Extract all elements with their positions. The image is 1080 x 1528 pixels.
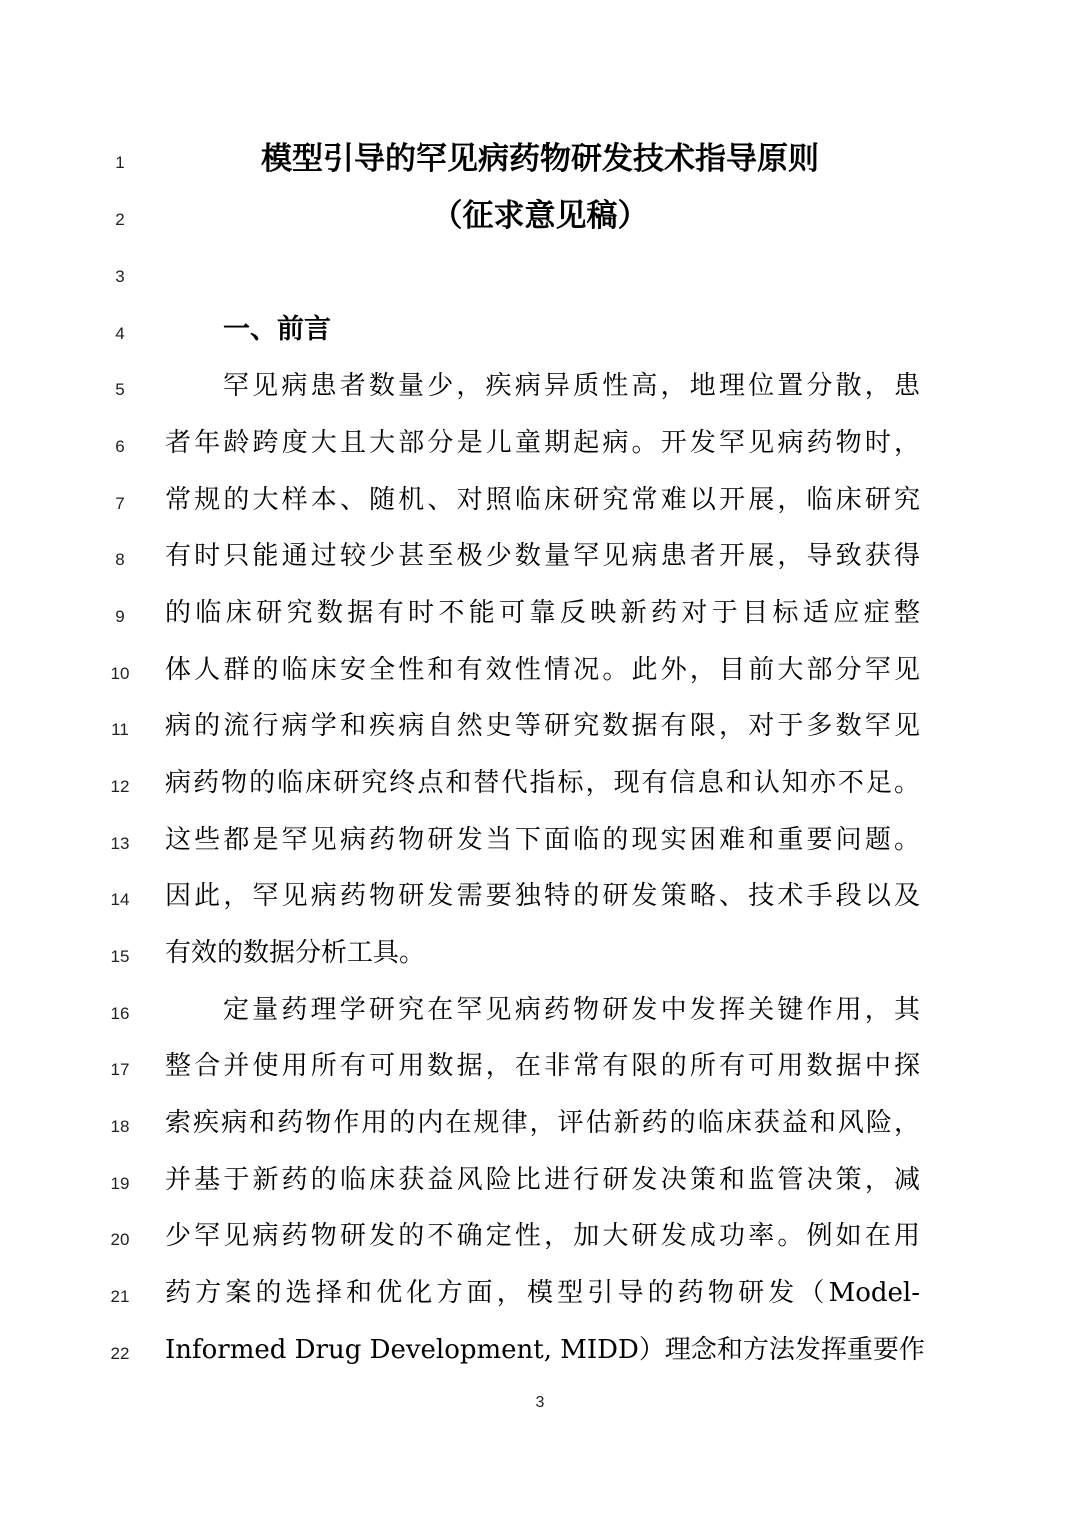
body-line: Informed Drug Development, MIDD）理念和方法发挥重要作 xyxy=(165,1335,925,1365)
body-line: 索疾病和药物作用的内在规律，评估新药的临床获益和风险， xyxy=(165,1108,920,1138)
document-title: 模型引导的罕见病药物研发技术指导原则 xyxy=(261,141,819,177)
body-line: 病的流行病学和疾病自然史等研究数据有限，对于多数罕见 xyxy=(165,711,920,741)
body-line: 这些都是罕见病药物研发当下面临的现实困难和重要问题。 xyxy=(165,825,920,855)
body-line: 的临床研究数据有时不能可靠反映新药对于目标适应症整 xyxy=(165,598,920,628)
body-line: 整合并使用所有可用数据，在非常有限的所有可用数据中探 xyxy=(165,1051,920,1081)
body-line: 罕见病患者数量少，疾病异质性高，地理位置分散，患 xyxy=(223,371,920,401)
body-line: 有时只能通过较少甚至极少数量罕见病患者开展，导致获得 xyxy=(165,541,920,571)
line-number: 2 xyxy=(115,210,125,229)
body-line: 常规的大样本、随机、对照临床研究常难以开展，临床研究 xyxy=(165,485,920,515)
document-subtitle: （征求意见稿） xyxy=(431,198,649,234)
line-number: 4 xyxy=(115,324,125,343)
page-number: 3 xyxy=(535,1394,545,1411)
body-line: 病药物的临床研究终点和替代指标，现有信息和认知亦不足。 xyxy=(165,768,920,798)
line-number: 21 xyxy=(110,1287,130,1306)
line-number: 5 xyxy=(115,380,125,399)
line-number: 7 xyxy=(115,494,125,513)
line-number: 22 xyxy=(110,1344,130,1363)
line-number: 19 xyxy=(110,1174,130,1193)
section-heading: 一、前言 xyxy=(223,314,331,345)
line-number: 18 xyxy=(110,1117,130,1136)
body-line: 药方案的选择和优化方面，模型引导的药物研发（Model- xyxy=(165,1278,920,1308)
line-number: 12 xyxy=(110,777,130,796)
body-line: 者年龄跨度大且大部分是儿童期起病。开发罕见病药物时， xyxy=(165,428,920,458)
line-number: 17 xyxy=(110,1060,130,1079)
body-line: 并基于新药的临床获益风险比进行研发决策和监管决策，减 xyxy=(165,1165,920,1195)
line-number: 8 xyxy=(115,550,125,569)
body-line: 定量药理学研究在罕见病药物研发中发挥关键作用，其 xyxy=(223,995,920,1025)
body-line: 少罕见病药物研发的不确定性，加大研发成功率。例如在用 xyxy=(165,1221,920,1251)
body-line: 因此，罕见病药物研发需要独特的研发策略、技术手段以及 xyxy=(165,881,920,911)
line-number: 15 xyxy=(110,947,130,966)
line-number: 16 xyxy=(110,1004,130,1023)
line-number: 13 xyxy=(110,834,130,853)
line-number: 6 xyxy=(115,437,125,456)
line-number: 20 xyxy=(110,1230,130,1249)
line-number: 1 xyxy=(115,153,125,172)
line-number: 3 xyxy=(115,267,125,286)
body-line: 有效的数据分析工具。 xyxy=(165,938,426,968)
line-number: 14 xyxy=(110,890,130,909)
body-line: 体人群的临床安全性和有效性情况。此外，目前大部分罕见 xyxy=(165,655,920,685)
line-number: 10 xyxy=(110,664,130,683)
line-number: 9 xyxy=(115,607,125,626)
line-number: 11 xyxy=(111,720,129,739)
